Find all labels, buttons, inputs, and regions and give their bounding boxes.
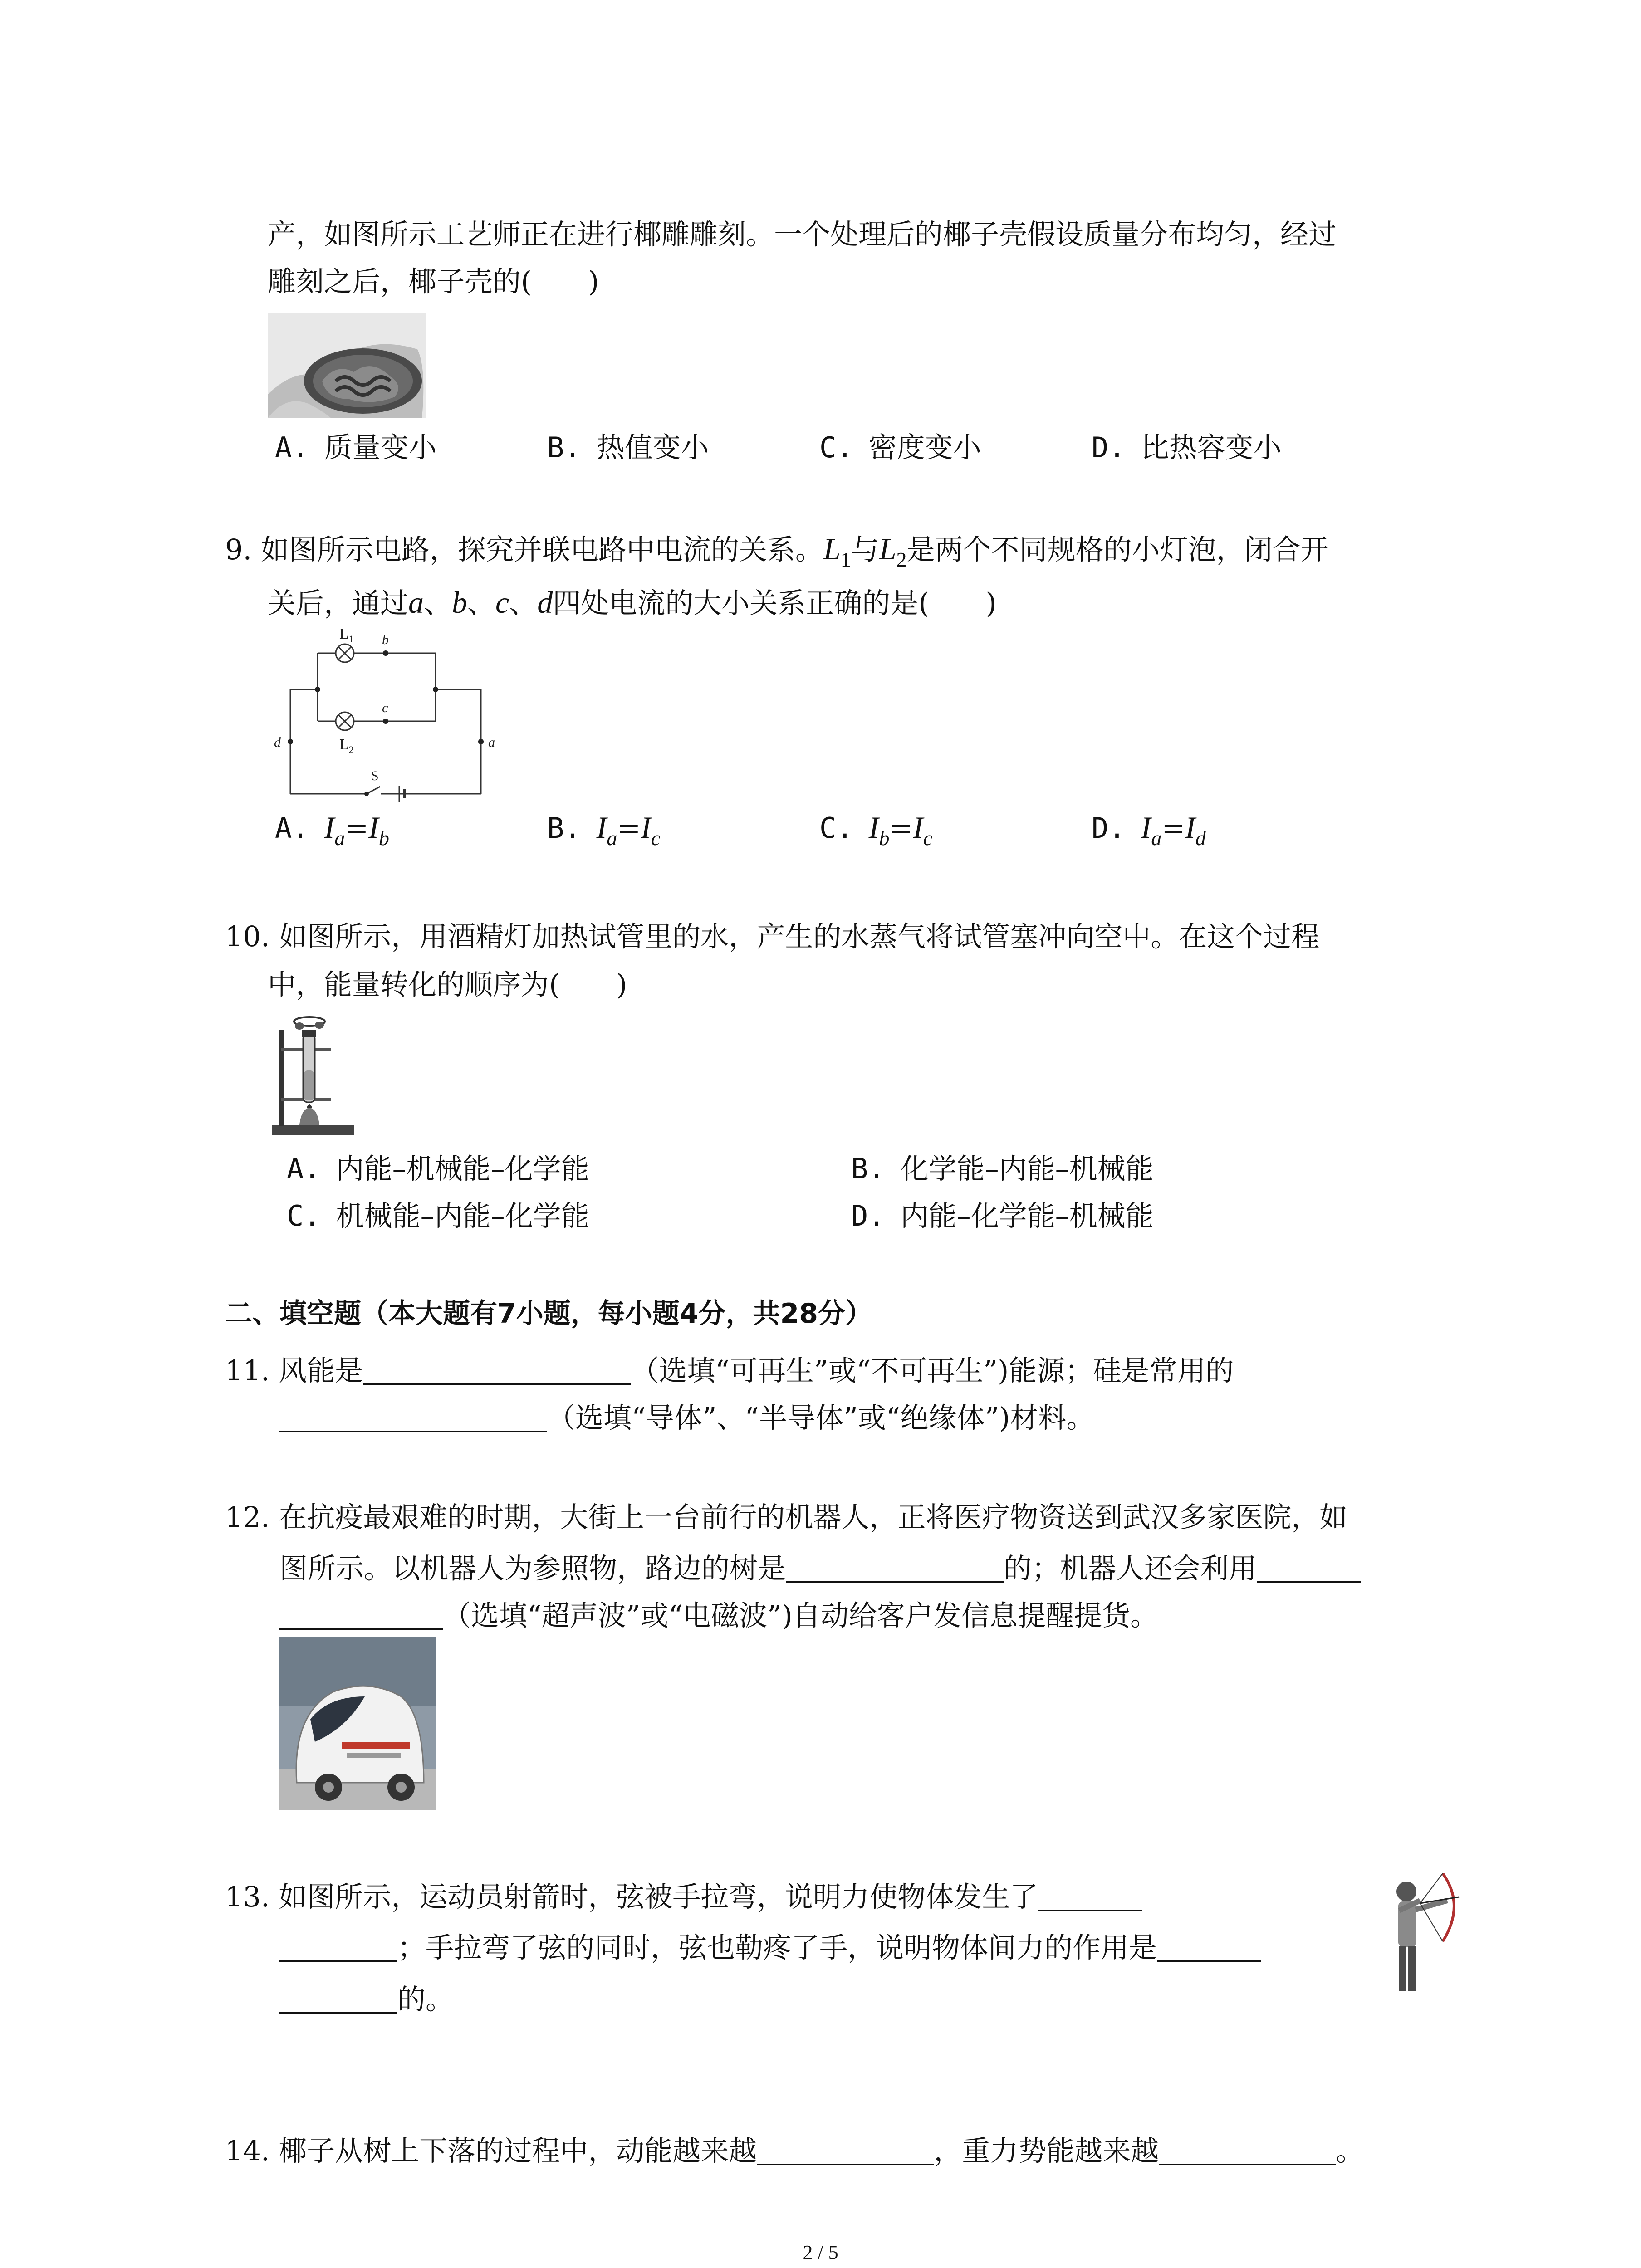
q9-line1 [225, 533, 1329, 570]
q12-line2: 图所示。以机器人为参照物，路边的树是 的；机器人还会利用 [279, 1554, 1361, 1583]
q13-blank-1a[interactable] [1038, 1882, 1142, 1911]
coconut-carving-image [268, 313, 426, 418]
q9-line1-a: 9. 如图所示电路，探究并联电路中电流的关系。 [225, 533, 823, 566]
q9-line2: 关后，通过a、b、c、d四处电流的大小关系正确的是( ) [268, 585, 997, 620]
circuit-label-d: d [274, 735, 281, 750]
circuit-label-c: c [382, 700, 388, 715]
q9-option-a[interactable]: A. $I_a=I_b$ [275, 810, 389, 850]
parallel-circuit-diagram [263, 621, 499, 803]
q8-option-d[interactable] [1092, 431, 1282, 464]
q12-blank-1[interactable] [786, 1554, 1004, 1583]
q9-var-d: d [537, 585, 553, 620]
q8-line1: 产，如图所示工艺师正在进行椰雕雕刻。一个处理后的椰子壳假设质量分布均匀，经过 [268, 218, 1337, 251]
q13-line1: 13. 如图所示，运动员射箭时，弦被手拉弯，说明力使物体发生了 [225, 1882, 1142, 1911]
q9-L1: $L_1$ [823, 532, 851, 571]
circuit-label-a: a [488, 735, 495, 750]
page-number: 2 / 5 [803, 2241, 838, 2263]
circuit-label-l2: $L_2$ [339, 736, 354, 755]
q10-option-a[interactable]: A. 内能–机械能–化学能 [287, 1152, 589, 1185]
q9-L2: $L_2$ [879, 532, 907, 571]
q8-option-c-text: 密度变小 [868, 431, 981, 464]
q9-line1-e: 是两个不同规格的小灯泡，闭合开 [906, 533, 1329, 566]
archer-image [1370, 1873, 1461, 1996]
q8-option-b-letter: B. [547, 431, 581, 464]
q8-option-d-letter: D. [1092, 431, 1126, 464]
q9-option-b[interactable]: B. $I_a=I_c$ [547, 810, 661, 850]
q9-option-c[interactable]: C. $I_b=I_c$ [819, 810, 933, 850]
q8-option-b-text: 热值变小 [596, 431, 709, 464]
q13-blank-2a[interactable] [1157, 1933, 1261, 1962]
q11-blank-2[interactable] [279, 1403, 547, 1432]
q8-option-c[interactable] [819, 431, 981, 464]
q9-var-b: b [452, 585, 468, 620]
q14-blank-1[interactable] [757, 2136, 934, 2165]
q11-line2: （选填“导体”、“半导体”或“绝缘体”)材料。 [279, 1403, 1094, 1432]
q10-option-c[interactable]: C. 机械能–内能–化学能 [287, 1199, 589, 1232]
test-tube-heating-image [268, 1012, 358, 1139]
q10-option-d[interactable]: D. 内能–化学能–机械能 [851, 1199, 1154, 1232]
circuit-label-s: S [371, 768, 379, 783]
q12-line1: 12. 在抗疫最艰难的时期，大街上一台前行的机器人，正将医疗物资送到武汉多家医院，如 [225, 1501, 1348, 1534]
section2-heading: 二、填空题（本大题有7小题，每小题4分，共28分） [225, 1298, 872, 1330]
q9-line1-c: 与 [851, 533, 879, 566]
delivery-robot-image [279, 1637, 436, 1810]
q13-blank-2b[interactable] [279, 1985, 397, 2014]
q8-option-c-letter: C. [819, 431, 853, 464]
q9-var-a: a [408, 585, 424, 620]
q11-line1: 11. 风能是 （选填“可再生”或“不可再生”)能源；硅是常用的 [225, 1354, 1234, 1387]
circuit-label-l1: $L_1$ [339, 626, 354, 645]
q13-blank-1b[interactable] [279, 1933, 397, 1962]
q10-line1: 10. 如图所示，用酒精灯加热试管里的水，产生的水蒸气将试管塞冲向空中。在这个过程 [225, 920, 1320, 953]
q9-var-c: c [495, 585, 509, 620]
q8-option-d-text: 比热容变小 [1141, 431, 1282, 464]
q8-line2: 雕刻之后，椰子壳的( ) [268, 265, 599, 298]
q8-option-a[interactable] [275, 431, 437, 464]
q13-line3: 的。 [279, 1985, 454, 2014]
q10-option-b[interactable]: B. 化学能–内能–机械能 [851, 1152, 1154, 1185]
q12-blank-2b[interactable] [279, 1601, 443, 1630]
q8-option-b[interactable] [547, 431, 709, 464]
q12-blank-2a[interactable] [1257, 1554, 1361, 1583]
q8-option-a-text: 质量变小 [324, 431, 437, 464]
q9-option-d[interactable]: D. $I_a=I_d$ [1092, 810, 1206, 850]
q12-line3: （选填“超声波”或“电磁波”)自动给客户发信息提醒提货。 [279, 1601, 1158, 1630]
q13-line2: ；手拉弯了弦的同时，弦也勒疼了手，说明物体间力的作用是 [279, 1933, 1261, 1962]
q14-line1: 14. 椰子从树上下落的过程中，动能越来越 ，重力势能越来越 。 [225, 2134, 1364, 2167]
q14-blank-2[interactable] [1159, 2136, 1336, 2165]
circuit-label-b: b [382, 632, 389, 647]
q11-blank-1[interactable] [363, 1356, 631, 1385]
q10-line2: 中，能量转化的顺序为( ) [268, 968, 627, 1001]
q8-option-a-letter: A. [275, 431, 309, 464]
